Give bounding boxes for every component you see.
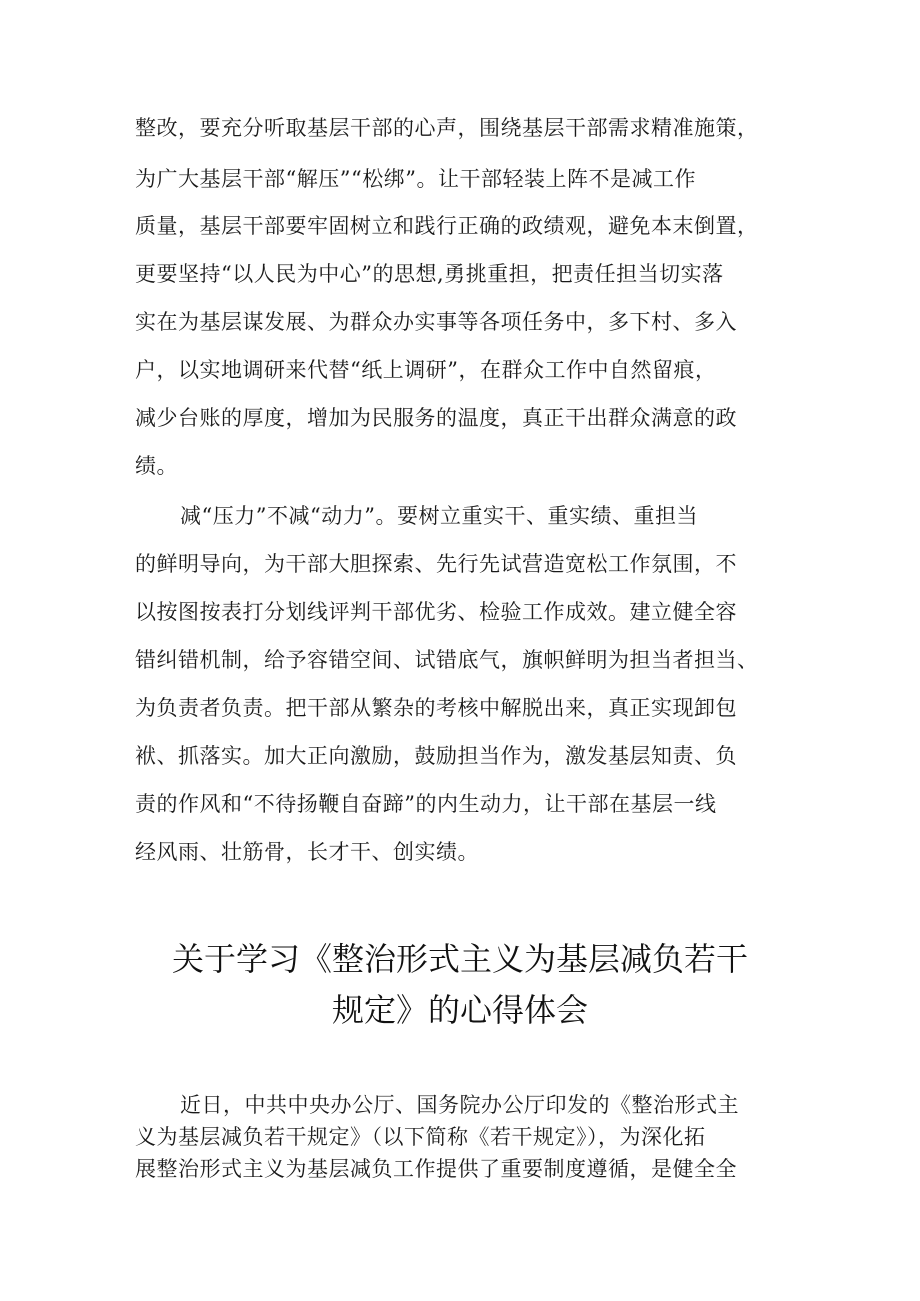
text-line: 义为基层减负若干规定》（以下简称《若干规定》），为深化拓: [135, 1125, 706, 1149]
text-line: 为广大基层干部“解压”“松绑”。让干部轻装上阵不是减工作: [135, 167, 696, 191]
text-line: 为负责者负责。把干部从繁杂的考核中解脱出来，真正实现卸包: [135, 696, 737, 720]
text-line: 减“压力”不减“动力”。要树立重实干、重实绩、重担当: [180, 504, 698, 528]
text-line: 整改，要充分听取基层干部的心声，围绕基层干部需求精准施策，: [135, 116, 759, 140]
text-line: 质量，基层干部要牢固树立和践行正确的政绩观，避免本末倒置，: [135, 214, 759, 238]
text-line: 错纠错机制，给予容错空间、试错底气，旗帜鲜明为担当者担当、: [135, 648, 759, 672]
text-line: 实在为基层谋发展、为群众办实事等各项任务中，多下村、多入: [135, 310, 737, 334]
heading-line-1: 关于学习《整治形式主义为基层减负若干: [171, 940, 748, 978]
text-line: 经风雨、壮筋骨，长才干、创实绩。: [135, 840, 479, 864]
text-line: 的鲜明导向，为干部大胆探索、先行先试营造宽松工作氛围，不: [135, 552, 737, 576]
text-line: 户，以实地调研来代替“纸上调研”，在群众工作中自然留痕，: [135, 358, 717, 382]
text-line: 更要坚持“以人民为中心”的思想,勇挑重担，把责任担当切实落: [135, 262, 724, 286]
text-line: 减少台账的厚度，增加为民服务的温度，真正干出群众满意的政: [135, 406, 737, 430]
heading-line-2: 规定》的心得体会: [331, 991, 588, 1029]
text-line: 责的作风和“不待扬鞭自奋蹄”的内生动力，让干部在基层一线: [135, 792, 717, 816]
text-line: 展整治形式主义为基层减负工作提供了重要制度遵循，是健全全: [135, 1157, 737, 1181]
text-line: 绩。: [135, 454, 178, 478]
text-line: 以按图按表打分划线评判干部优劣、检验工作成效。建立健全容: [135, 600, 737, 624]
text-line: 袱、抓落实。加大正向激励，鼓励担当作为，激发基层知责、负: [135, 744, 737, 768]
text-line: 近日，中共中央办公厅、国务院办公厅印发的《整治形式主: [180, 1093, 739, 1117]
